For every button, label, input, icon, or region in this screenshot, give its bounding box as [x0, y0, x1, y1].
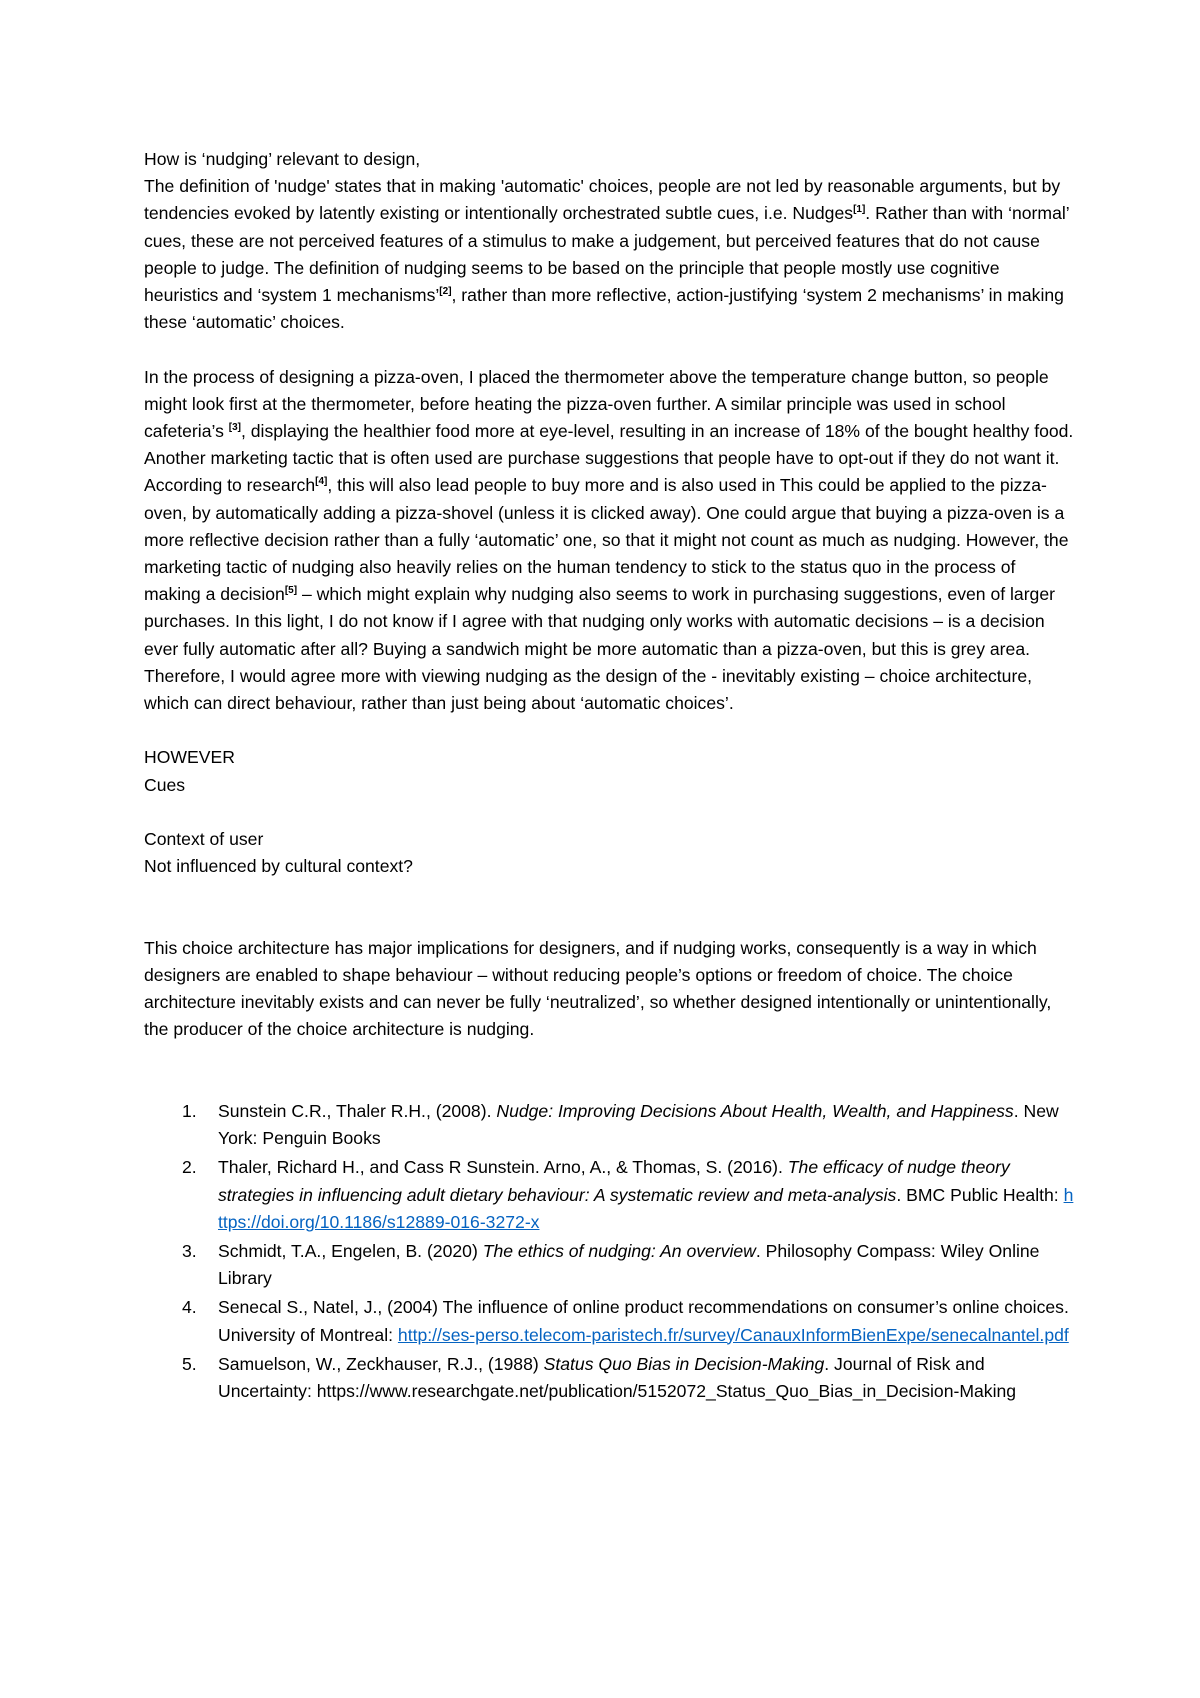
paragraph-gap [144, 717, 1074, 744]
paragraph-text: In the process of designing a pizza-oven, I placed the thermometer above the temperature change button, so people might look first at the thermometer, before heating the pizza-oven further. A similar principle was used in school cafeteria’s [144, 366, 1049, 442]
reference-number: 1. [182, 1101, 197, 1122]
paragraph-gap [144, 799, 1074, 826]
reference-link[interactable]: https://doi.org/10.1186/s12889-016-3272-x [218, 1184, 1074, 1232]
reference-authors: Schmidt, T.A., Engelen, B. (2020) [218, 1241, 483, 1262]
reference-item [182, 1294, 1074, 1348]
paragraph-definition [144, 173, 1074, 336]
paragraph-gap [144, 880, 1074, 934]
note-context: Context of user [144, 829, 264, 850]
note-cues: Cues [144, 774, 186, 795]
reference-title: Nudge: Improving Decisions About Health, Wealth, and Happiness [496, 1101, 1014, 1122]
document-page [144, 146, 1074, 1407]
reference-authors: Senecal S., Natel, J., (2004) The influence of online product recommendations on consumer’s online choices. University of Montreal: [218, 1297, 1069, 1345]
reference-title: The efficacy of nudge theory strategies in influencing adult dietary behaviour: A systematic review and meta-analysis [218, 1157, 1010, 1205]
paragraph-pizza-oven [144, 364, 1074, 718]
footnote-ref-5[interactable]: [5] [284, 585, 298, 597]
paragraph-text: , this will also lead people to buy more and is also used in This could be applied to the pizza-oven, by automatically adding a pizza-shovel (unless it is clicked away). One could argue that buying a pizza-oven is a more reflective decision rather than a fully ‘automatic’ one, so that it might not count as much as nudging. However, the marketing tactic of nudging also heavily relies on the human tendency to stick to the status quo in the process of making a decision [144, 475, 1069, 605]
reference-number: 3. [182, 1241, 197, 1262]
reference-link[interactable]: http://ses-perso.telecom-paristech.fr/survey/CanauxInformBienExpe/senecalnantel.pdf [397, 1324, 1069, 1345]
paragraph-text: , displaying the healthier food more at eye-level, resulting in an increase of 18% of the bought healthy food. Another marketing tactic that is often used are purchase suggestions that people have to opt-out if they do not want it. According to research [144, 421, 1074, 496]
reference-number: 5. [182, 1353, 197, 1374]
reference-source: . New York: Penguin Books [218, 1101, 1059, 1149]
document-heading: How is ‘nudging’ relevant to design, [144, 149, 421, 169]
reference-plain-url: https://www.researchgate.net/publication/5152072_Status_Quo_Bias_in_Decision-Making [316, 1381, 1017, 1402]
note-however: HOWEVER [144, 747, 235, 768]
footnote-ref-2[interactable]: [2] [439, 286, 452, 298]
reference-item [182, 1238, 1074, 1292]
paragraph-text: The definition of 'nudge' states that in making 'automatic' choices, people are not led by reasonable arguments, but by tendencies evoked by latently existing or intentionally orchestrated subtle cues, i.e. Nudges [144, 176, 1061, 224]
paragraph-choice-architecture: This choice architecture has major implications for designers, and if nudging works, consequently is a way in which designers are enabled to shape behaviour – without reducing people’s options or freedom of choice. The choice architecture inevitably exists and can never be fully ‘neutralized’, so whether designed intentionally or unintentionally, the producer of the choice architecture is nudging. [144, 937, 1052, 1040]
note-cultural: Not influenced by cultural context? [144, 856, 413, 877]
footnote-ref-4[interactable]: [4] [315, 476, 328, 488]
reference-number: 4. [182, 1297, 197, 1318]
reference-authors: Samuelson, W., Zeckhauser, R.J., (1988) [218, 1353, 544, 1374]
reference-item [182, 1154, 1074, 1236]
paragraph-text: , rather than more reflective, action-justifying ‘system 2 mechanisms’ in making these ‘automatic’ choices. [144, 285, 1064, 333]
reference-source: . Journal of Risk and Uncertainty: [218, 1353, 985, 1402]
reference-list [144, 1098, 1074, 1405]
footnote-ref-3[interactable]: [3] [228, 422, 241, 434]
reference-source: . Philosophy Compass: Wiley Online Library [218, 1241, 1040, 1289]
reference-title: Status Quo Bias in Decision-Making [543, 1353, 825, 1374]
footnote-ref-1[interactable]: [1] [853, 204, 866, 216]
paragraph-text: – which might explain why nudging also seems to work in purchasing suggestions, even of larger purchases. In this light, I do not know if I agree with that nudging only works with automatic decisions – is a decision ever fully automatic after all? Buying a sandwich might be more automatic than a pizza-oven, but this is grey area. Therefore, I would agree more with viewing nudging as the design of the - inevitably existing – choice architecture, which can direct behaviour, rather than just being about ‘automatic choices’. [144, 584, 1055, 714]
reference-authors: Sunstein C.R., Thaler R.H., (2008). [218, 1101, 497, 1122]
reference-number: 2. [182, 1157, 197, 1178]
paragraph-text: . Rather than with ‘normal’ cues, these are not perceived features of a stimulus to make a judgement, but perceived features that do not cause people to judge. The definition of nudging seems to be based on the principle that people mostly use cognitive heuristics and ‘system 1 mechanisms’ [144, 203, 1070, 306]
paragraph-gap [144, 336, 1074, 363]
reference-title: The ethics of nudging: An overview [482, 1241, 756, 1262]
reference-source: . BMC Public Health: [896, 1184, 1064, 1205]
reference-item [182, 1351, 1074, 1405]
reference-item [182, 1098, 1074, 1152]
paragraph-gap [144, 1044, 1074, 1098]
reference-authors: Thaler, Richard H., and Cass R Sunstein. Arno, A., & Thomas, S. (2016). [218, 1157, 788, 1178]
